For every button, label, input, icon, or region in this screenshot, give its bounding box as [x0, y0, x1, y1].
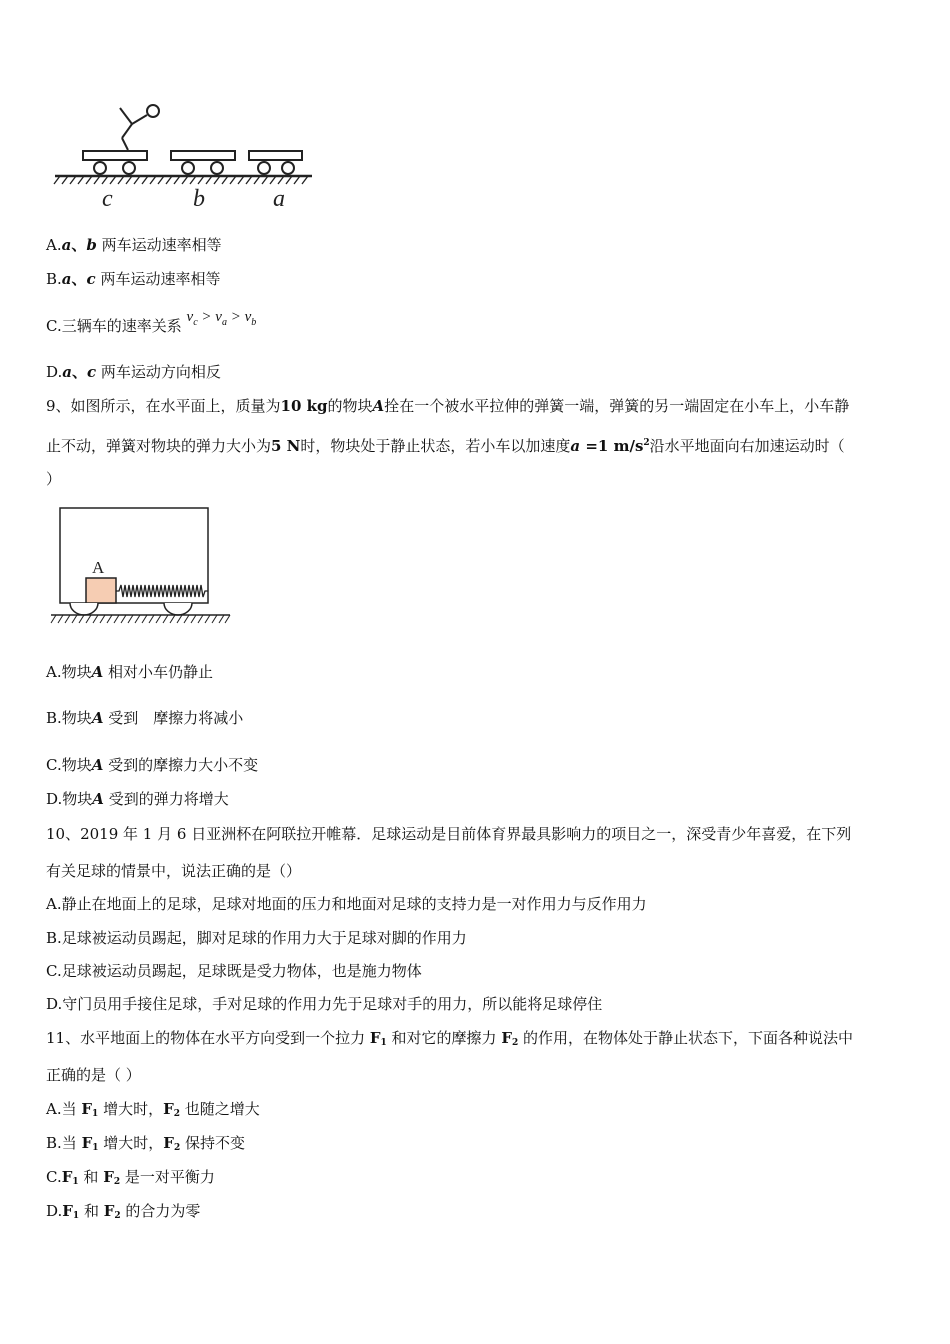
q11-stem-line1: 11、水平地面上的物体在水平方向受到一个拉力 $F_1$ 和对它的摩擦力 $F_2$ 的作用，在物体处于静止状态下，下面各种说法中: [46, 1029, 854, 1048]
q11-option-c: $C.F_1$ 和 $F_2$ 是一对平衡力: [46, 1168, 215, 1187]
q11-option-a: A.当 $F_1$ 增大时，$F_2$ 也随之增大: [46, 1100, 260, 1119]
cart-label-c: c: [102, 186, 113, 212]
carts-figure: [50, 100, 320, 215]
cart-spring-figure: [48, 505, 238, 630]
q9-option-a: A.物块A 相对小车仍静止: [46, 663, 214, 681]
q9-stem-line1: 9、如图所示，在水平面上，质量为10 kg的物块A拴在一个被水平拉伸的弹簧一端，弹簧的另一端固定在小车上，小车静: [46, 397, 850, 415]
q8-option-a: A.a、b 两车运动速率相等: [46, 236, 222, 254]
cart-label-a: a: [273, 186, 285, 212]
cart-label-b: b: [193, 186, 205, 212]
q10-option-c: C.足球被运动员踢起，足球既是受力物体，也是施力物体: [46, 962, 422, 980]
q9-option-c: C.物块A 受到的摩擦力大小不变: [46, 756, 259, 774]
q10-option-b: B.足球被运动员踢起，脚对足球的作用力大于足球对脚的作用力: [46, 929, 467, 947]
q9-option-d: D.物块A 受到的弹力将增大: [46, 790, 229, 808]
q9-stem-line2: 止不动，弹簧对物块的弹力大小为5 N时，物块处于静止状态，若小车以加速度a =1 $m/s^2$沿水平地面向右加速运动时（: [46, 437, 845, 455]
q10-stem-line2: 有关足球的情景中，说法正确的是（）: [46, 862, 302, 880]
q10-option-a: A.静止在地面上的足球，足球对地面的压力和地面对足球的支持力是一对作用力与反作用力: [46, 895, 647, 913]
q10-option-d: D.守门员用手接住足球，手对足球的作用力先于足球对手的用力，所以能将足球停住: [46, 995, 603, 1013]
velocity-relation: $v_c > v_a > v_b$: [186, 309, 257, 328]
q9-option-b: B.物块A 受到 摩擦力将减小: [46, 709, 244, 727]
q11-option-d: $D.F_1$ 和 $F_2$ 的合力为零: [46, 1202, 201, 1221]
q11-option-b: B.当 $F_1$ 增大时，$F_2$ 保持不变: [46, 1134, 245, 1153]
q8-option-c: C.三辆车的速率关系 $v_c > v_a > v_b$: [46, 309, 257, 335]
q8-option-d: D.a、c 两车运动方向相反: [46, 363, 221, 381]
q9-stem-line3: ）: [46, 470, 62, 488]
q8-option-b: B.a、c 两车运动速率相等: [46, 270, 221, 288]
block-label: A: [92, 558, 105, 577]
q10-stem-line1: 10、2019 年 1 月 6 日亚洲杯在阿联拉开帷幕．足球运动是目前体育界最具影响力的项目之一，深受青少年喜爱，在下列: [46, 825, 852, 843]
q11-stem-line2: 正确的是（ ）: [46, 1066, 141, 1084]
